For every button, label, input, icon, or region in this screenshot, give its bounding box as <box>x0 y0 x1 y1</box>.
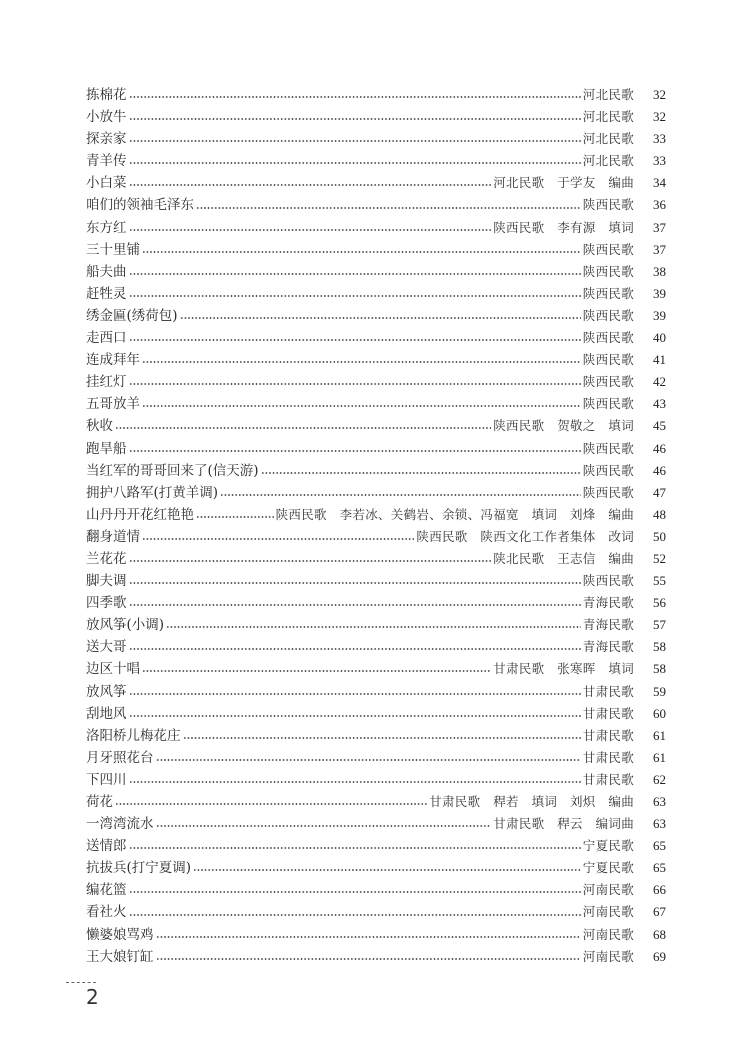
toc-entry-title: 赶牲灵 <box>86 285 127 302</box>
toc-entry-title: 东方红 <box>86 219 127 236</box>
toc-entry-source: 陕西民歌 <box>582 374 634 390</box>
toc-entry[interactable] <box>86 769 666 791</box>
toc-entry-page: 39 <box>653 285 666 301</box>
dot-leader <box>129 847 581 849</box>
toc-entry-page: 52 <box>653 550 666 566</box>
toc-entry-page: 59 <box>653 683 666 699</box>
toc-entry-source: 河北民歌 <box>582 153 634 169</box>
toc-entry[interactable] <box>86 415 666 437</box>
dot-leader <box>129 140 581 142</box>
toc-entry-title: 放风筝 <box>86 683 127 700</box>
toc-entry-title: 看社火 <box>86 904 127 921</box>
toc-entry[interactable] <box>86 305 666 327</box>
toc-entry-page: 69 <box>653 948 666 964</box>
toc-entry-page: 61 <box>653 727 666 743</box>
toc-entry-title: 抗拔兵(打宁夏调) <box>86 860 192 877</box>
toc-entry-source: 青海民歌 <box>582 595 634 611</box>
toc-entry-page: 50 <box>653 528 666 544</box>
toc-entry-title: 四季歌 <box>86 595 127 612</box>
toc-entry-page: 34 <box>653 175 666 191</box>
dot-leader <box>142 251 581 253</box>
toc-entry-page: 47 <box>653 484 666 500</box>
toc-entry-page: 42 <box>653 374 666 390</box>
toc-entry-source: 甘肃民歌 稈云 编词曲 <box>493 816 634 832</box>
toc-entry[interactable] <box>86 371 666 393</box>
toc-entry-title: 放风筝(小调) <box>86 617 165 634</box>
toc-entry[interactable] <box>86 924 666 946</box>
toc-entry-title: 咱们的领袖毛泽东 <box>86 197 194 214</box>
toc-entry-source: 甘肃民歌 <box>582 705 634 721</box>
dot-leader <box>220 494 581 496</box>
toc-entry-source: 陕西民歌 李若冰、关鹤岩、余锁、冯福宽 填词 刘烽 编曲 <box>275 506 634 522</box>
dot-leader <box>129 604 581 606</box>
dot-leader <box>156 825 492 827</box>
toc-entry-source: 陕西民歌 <box>582 462 634 478</box>
toc-entry[interactable] <box>86 747 666 769</box>
toc-entry-page: 66 <box>653 882 666 898</box>
footer-rule <box>66 982 96 983</box>
toc-entry-source: 河南民歌 <box>582 948 634 964</box>
toc-entry-page: 46 <box>653 462 666 478</box>
toc-entry-source: 河南民歌 <box>582 882 634 898</box>
toc-entry-title: 送情郎 <box>86 838 127 855</box>
toc-entry-page: 38 <box>653 263 666 279</box>
dot-leader <box>115 803 427 805</box>
toc-entry-page: 32 <box>653 109 666 125</box>
toc-entry-source: 河北民歌 <box>582 109 634 125</box>
toc-entry-source: 陕西民歌 贺敬之 填词 <box>493 418 634 434</box>
dot-leader <box>166 626 581 628</box>
toc-entry-page: 58 <box>653 639 666 655</box>
dot-leader <box>129 383 581 385</box>
dot-leader <box>129 914 581 916</box>
toc-entry-page: 67 <box>653 904 666 920</box>
dot-leader <box>156 936 581 938</box>
toc-entry[interactable] <box>86 526 666 548</box>
toc-entry-source: 甘肃民歌 <box>582 749 634 765</box>
toc-entry[interactable] <box>86 614 666 636</box>
toc-entry-source: 陕西民歌 <box>582 285 634 301</box>
dot-leader <box>183 737 581 739</box>
dot-leader <box>129 229 492 231</box>
toc-entry-source: 陕西民歌 <box>582 197 634 213</box>
toc-entry-page: 37 <box>653 219 666 235</box>
toc-entry-title: 懒婆娘骂鸡 <box>86 926 154 943</box>
toc-entry-title: 船夫曲 <box>86 263 127 280</box>
dot-leader <box>129 693 581 695</box>
dot-leader <box>196 516 274 518</box>
toc-entry-title: 探亲家 <box>86 131 127 148</box>
toc-entry[interactable] <box>86 813 666 835</box>
toc-entry[interactable] <box>86 658 666 680</box>
toc-entry[interactable] <box>86 835 666 857</box>
toc-entry-page: 56 <box>653 595 666 611</box>
dot-leader <box>129 715 581 717</box>
toc-entry-title: 小白菜 <box>86 175 127 192</box>
toc-entry-title: 连成拜年 <box>86 352 140 369</box>
toc-entry-page: 68 <box>653 926 666 942</box>
toc-entry[interactable] <box>86 327 666 349</box>
toc-entry-page: 32 <box>653 87 666 102</box>
toc-entry[interactable] <box>86 482 666 504</box>
toc-entry[interactable] <box>86 150 666 172</box>
toc-entry-title: 当红军的哥哥回来了(信天游) <box>86 462 259 479</box>
toc-entry-source: 陕西民歌 <box>582 573 634 589</box>
toc-entry-page: 48 <box>653 506 666 522</box>
toc-entry[interactable] <box>86 791 666 813</box>
dot-leader <box>193 869 581 871</box>
toc-entry[interactable] <box>86 681 666 703</box>
dot-leader <box>142 405 581 407</box>
dot-leader <box>129 162 581 164</box>
toc-entry[interactable] <box>86 349 666 371</box>
dot-leader <box>129 560 492 562</box>
toc-entry-page: 63 <box>653 816 666 832</box>
dot-leader <box>129 339 581 341</box>
toc-entry[interactable] <box>86 239 666 261</box>
toc-entry[interactable] <box>86 217 666 239</box>
toc-entry-source: 陕西民歌 <box>582 352 634 368</box>
dot-leader <box>129 450 581 452</box>
toc-entry[interactable] <box>86 393 666 415</box>
dot-leader <box>115 427 491 429</box>
toc-entry-source: 青海民歌 <box>582 617 634 633</box>
dot-leader <box>129 295 581 297</box>
toc-entry-page: 39 <box>653 307 666 323</box>
toc-entry-title: 跑旱船 <box>86 440 127 457</box>
toc-entry-title: 送大哥 <box>86 639 127 656</box>
toc-entry[interactable] <box>86 460 666 482</box>
toc-entry-title: 兰花花 <box>86 550 127 567</box>
toc-entry[interactable] <box>86 725 666 747</box>
toc-entry-title: 月牙照花台 <box>86 749 154 766</box>
table-of-contents <box>86 84 666 968</box>
toc-entry-source: 河南民歌 <box>582 926 634 942</box>
toc-entry-title: 洛阳桥儿梅花庄 <box>86 727 181 744</box>
toc-entry[interactable] <box>86 879 666 901</box>
toc-entry-source: 甘肃民歌 <box>582 771 634 787</box>
toc-entry-page: 41 <box>653 352 666 368</box>
toc-entry[interactable] <box>86 548 666 570</box>
page-number: 2 <box>86 985 99 1009</box>
toc-entry-page: 43 <box>653 396 666 412</box>
toc-entry[interactable] <box>86 703 666 725</box>
toc-entry-source: 陕西民歌 李有源 填词 <box>493 219 634 235</box>
toc-entry-source: 陕西民歌 <box>582 263 634 279</box>
dot-leader <box>129 781 581 783</box>
dot-leader <box>142 361 581 363</box>
dot-leader <box>142 670 491 672</box>
toc-entry-page: 33 <box>653 131 666 147</box>
toc-entry-page: 62 <box>653 771 666 787</box>
toc-entry-source: 河北民歌 <box>582 131 634 147</box>
toc-entry-page: 37 <box>653 241 666 257</box>
dot-leader <box>180 317 581 319</box>
toc-entry-title: 一湾湾流水 <box>86 816 154 833</box>
dot-leader <box>129 648 581 650</box>
toc-entry[interactable] <box>86 636 666 658</box>
toc-entry-source: 陕西民歌 <box>582 307 634 323</box>
toc-entry-source: 宁夏民歌 <box>582 860 634 876</box>
toc-entry[interactable] <box>86 261 666 283</box>
toc-entry-source: 陕北民歌 王志信 编曲 <box>493 550 634 566</box>
dot-leader <box>196 207 581 209</box>
toc-entry-page: 58 <box>653 661 666 677</box>
dot-leader <box>261 472 581 474</box>
toc-entry-title: 脚夫调 <box>86 573 127 590</box>
toc-entry-title: 翻身道情 <box>86 528 140 545</box>
toc-entry-page: 65 <box>653 860 666 876</box>
toc-entry[interactable] <box>86 857 666 879</box>
toc-entry-title: 荷花 <box>86 794 113 810</box>
toc-entry[interactable] <box>86 172 666 194</box>
toc-entry-title: 刮地风 <box>86 705 127 722</box>
toc-entry[interactable] <box>86 84 666 106</box>
toc-entry[interactable] <box>86 283 666 305</box>
toc-entry-source: 甘肃民歌 <box>582 727 634 743</box>
dot-leader <box>129 582 581 584</box>
toc-entry-source: 青海民歌 <box>582 639 634 655</box>
toc-entry[interactable] <box>86 128 666 150</box>
toc-entry[interactable] <box>86 946 666 968</box>
toc-entry-page: 55 <box>653 573 666 589</box>
toc-entry-source: 陕西民歌 <box>582 241 634 257</box>
toc-entry-title: 青羊传 <box>86 153 127 170</box>
toc-entry-title: 小放牛 <box>86 109 127 126</box>
dot-leader <box>142 538 414 540</box>
toc-entry-source: 陕西民歌 <box>582 396 634 412</box>
toc-entry-page: 63 <box>653 794 666 809</box>
toc-entry-source: 河南民歌 <box>582 904 634 920</box>
toc-entry[interactable] <box>86 592 666 614</box>
toc-entry-source: 陕西民歌 陕西文化工作者集体 改词 <box>416 528 634 544</box>
toc-entry-title: 下四川 <box>86 771 127 788</box>
toc-entry[interactable] <box>86 438 666 460</box>
toc-entry[interactable] <box>86 901 666 923</box>
toc-entry-source: 河北民歌 于学友 编曲 <box>493 175 634 191</box>
dot-leader <box>129 184 492 186</box>
toc-entry-title: 拥护八路军(打黄羊调) <box>86 484 219 501</box>
toc-entry-title: 三十里铺 <box>86 241 140 258</box>
toc-entry-title: 挂红灯 <box>86 374 127 391</box>
toc-entry-title: 秋收 <box>86 418 113 435</box>
toc-entry-source: 宁夏民歌 <box>582 838 634 854</box>
toc-entry-page: 46 <box>653 440 666 456</box>
toc-entry-source: 甘肃民歌 张寒晖 填词 <box>493 661 634 677</box>
toc-entry-page: 45 <box>653 418 666 434</box>
toc-entry-title: 拣棉花 <box>86 87 127 103</box>
toc-entry-page: 61 <box>653 749 666 765</box>
dot-leader <box>129 891 581 893</box>
toc-entry-title: 编花篮 <box>86 882 127 899</box>
toc-entry-source: 陕西民歌 <box>582 440 634 456</box>
toc-entry-title: 边区十唱 <box>86 661 140 678</box>
toc-entry-page: 57 <box>653 617 666 633</box>
toc-entry[interactable] <box>86 106 666 128</box>
toc-entry-source: 甘肃民歌 <box>582 683 634 699</box>
toc-entry-source: 甘肃民歌 稈若 填词 刘炽 编曲 <box>429 794 634 809</box>
dot-leader <box>156 759 581 761</box>
toc-entry-title: 山丹丹开花红艳艳 <box>86 506 194 523</box>
toc-entry-source: 陕西民歌 <box>582 330 634 346</box>
toc-entry-page: 33 <box>653 153 666 169</box>
toc-entry-source: 河北民歌 <box>582 87 634 102</box>
toc-entry-title: 王大娘钉缸 <box>86 948 154 965</box>
toc-entry-page: 36 <box>653 197 666 213</box>
toc-entry-page: 65 <box>653 838 666 854</box>
toc-entry[interactable] <box>86 504 666 526</box>
dot-leader <box>129 96 581 98</box>
dot-leader <box>156 958 581 960</box>
toc-entry-title: 五哥放羊 <box>86 396 140 413</box>
dot-leader <box>129 273 581 275</box>
toc-entry[interactable] <box>86 570 666 592</box>
toc-entry-title: 走西口 <box>86 330 127 347</box>
toc-entry-title: 绣金匾(绣荷包) <box>86 307 178 324</box>
toc-entry-page: 40 <box>653 330 666 346</box>
toc-entry-source: 陕西民歌 <box>582 484 634 500</box>
toc-entry[interactable] <box>86 194 666 216</box>
toc-entry-page: 60 <box>653 705 666 721</box>
dot-leader <box>129 118 581 120</box>
